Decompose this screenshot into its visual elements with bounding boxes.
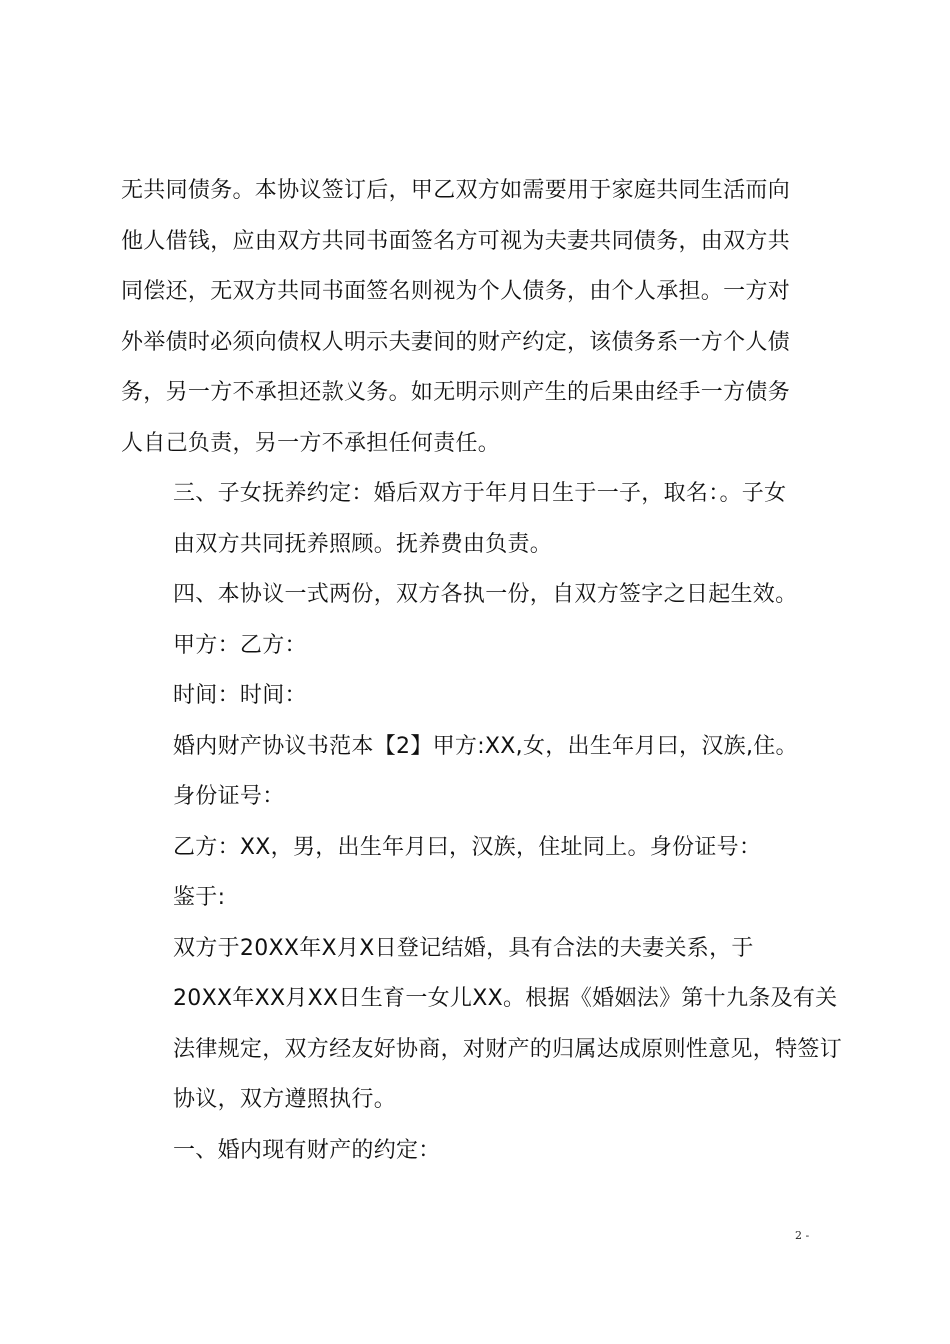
text-line: 时间：时间： [173, 683, 307, 708]
page-number: 2 - [795, 1229, 810, 1242]
paragraph [121, 469, 843, 570]
paragraph [121, 873, 843, 924]
text-line: 婚内财产协议书范本【2】甲方:XX,女，出生年月曰，汉族,住。 [173, 733, 798, 759]
text-line: 同偿还，无双方共同书面签名则视为个人债务，由个人承担。一方对 [121, 279, 791, 304]
paragraph [121, 570, 843, 621]
text-line: 鉴于: [173, 885, 226, 910]
paragraph [121, 1126, 843, 1177]
paragraph [121, 823, 843, 874]
paragraph [121, 924, 843, 1126]
text-line: 乙方：XX，男，出生年月曰，汉族，住址同上。身份证号： [173, 834, 762, 860]
text-line: 务，另一方不承担还款义务。如无明示则产生的后果由经手一方债务 [121, 380, 791, 405]
text-line: 身份证号： [173, 784, 285, 809]
text-line: 20XX年XX月XX日生育一女儿XX。根据《婚姻法》第十九条及有关 [173, 986, 838, 1011]
text-line: 法律规定，双方经友好协商，对财产的归属达成原则性意见，特签订 [173, 1036, 843, 1062]
text-line: 无共同债务。本协议签订后，甲乙双方如需要用于家庭共同生活而向 [121, 178, 791, 203]
document-body [121, 166, 843, 1176]
paragraph [121, 166, 843, 469]
paragraph [121, 621, 843, 672]
paragraph [121, 722, 843, 823]
text-line: 三、子女抚养约定：婚后双方于年月日生于一子，取名：。子女 [173, 481, 787, 506]
text-line: 他人借钱，应由双方共同书面签名方可视为夫妻共同债务，由双方共 [121, 228, 791, 254]
text-line: 双方于20XX年X月X日登记结婚，具有合法的夫妻关系，于 [173, 935, 754, 961]
text-line: 由双方共同抚养照顾。抚养费由负责。 [173, 531, 553, 557]
paragraph [121, 671, 843, 722]
text-line: 一、婚内现有财产的约定： [173, 1137, 441, 1163]
text-line: 人自己负责，另一方不承担任何责任。 [121, 430, 501, 456]
text-line: 甲方：乙方： [173, 632, 307, 658]
text-line: 四、本协议一式两份，双方各执一份，自双方签字之日起生效。 [173, 582, 798, 607]
text-line: 外举债时必须向债权人明示夫妻间的财产约定，该债务系一方个人债 [121, 329, 791, 355]
text-line: 协议，双方遵照执行。 [173, 1087, 397, 1112]
